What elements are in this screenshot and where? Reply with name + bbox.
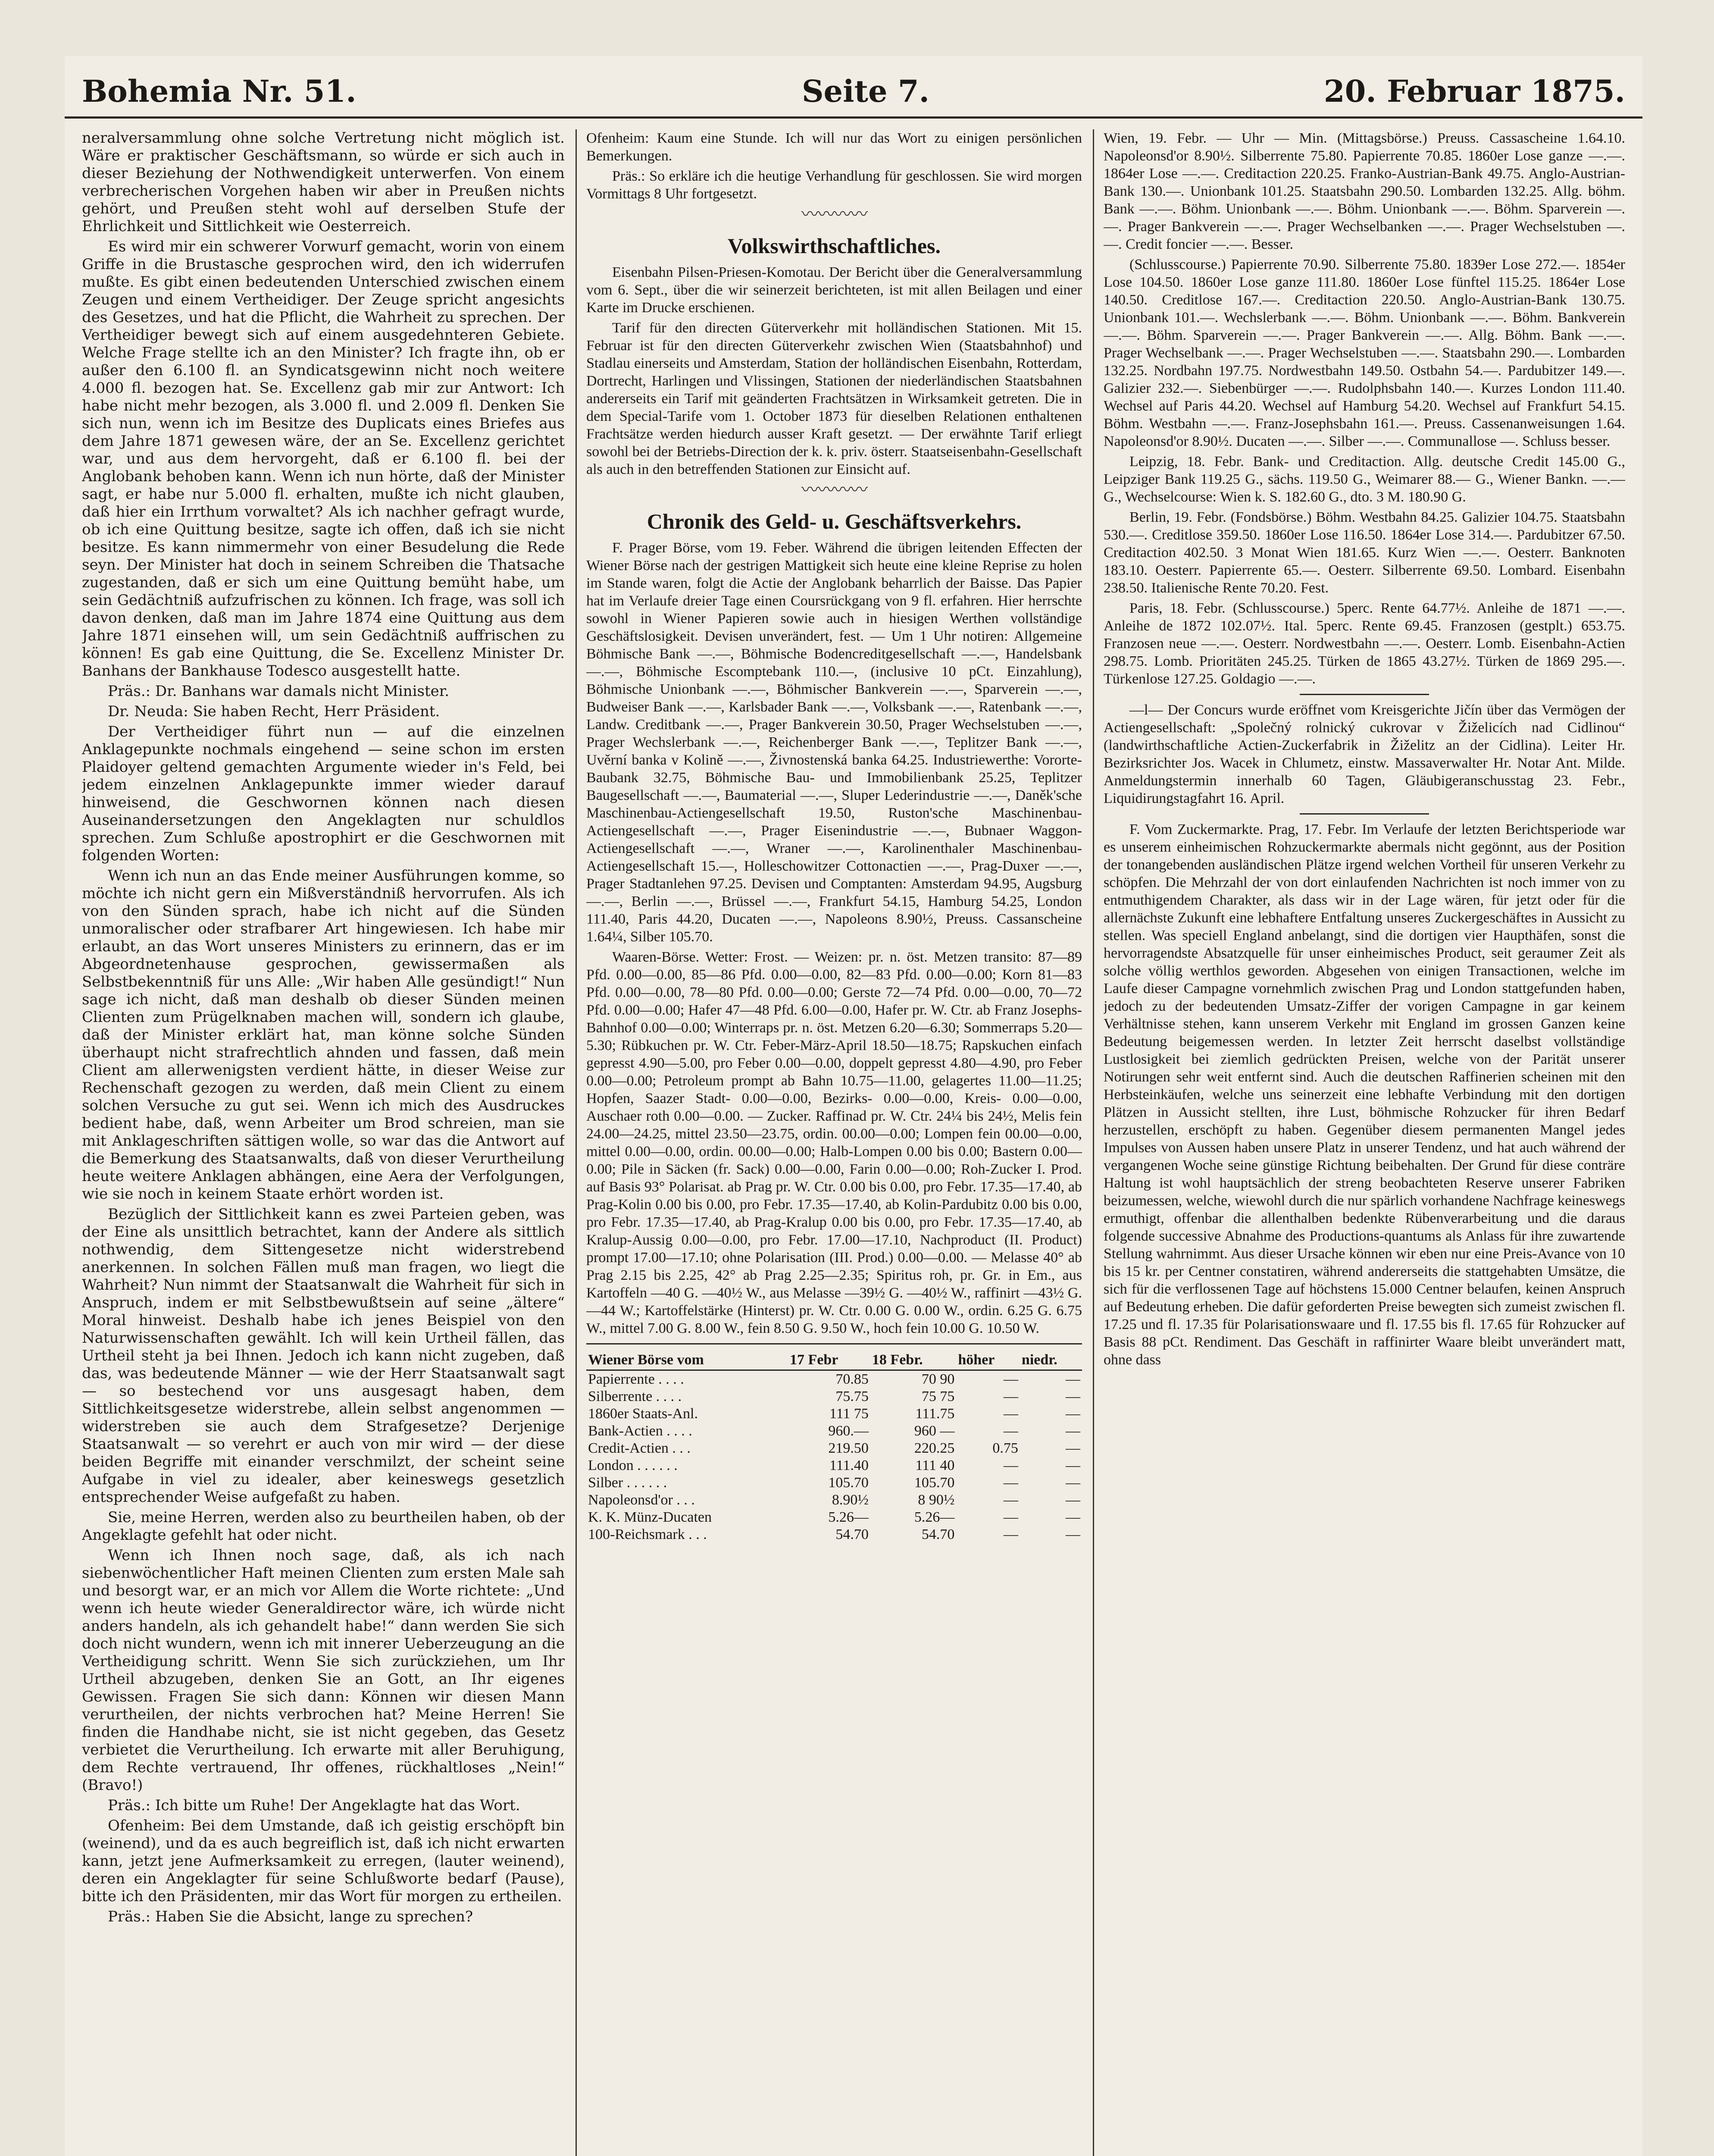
paragraph: Präs.: Haben Sie die Absicht, lange zu sprechen? xyxy=(108,1908,473,1925)
table-header: 17 Febr xyxy=(788,1351,870,1370)
table-cell: — xyxy=(1066,1406,1080,1422)
paragraph: (Schlusscourse.) Papierrente 70.90. Silberrente 75.80. 1839er Lose 272.—. 1854er Lose 104.50. 1860er Lose ganze 111.80. 1860er Lose fünftel 115.25. 1864er Lose 140.50. Creditlose 167.—. Creditaction 220.50. Anglo-Austrian-Bank 130.75. Unionbank 101.—. Wechslerbank —.—. Böhm. Unionbank —.—. Böhm. Bankverein —.—. Böhm. Sparverein —.—. Prager Bankverein —.—. Allg. Böhm. Bank —.—. Prager Wechselbank —.—. Prager Wechselstuben —.—. Staatsbahn 290.—. Lombarden 132.25. Nordbahn 197.75. Nordwestbahn 149.50. Ostbahn 54.—. Pardubitzer 149.—. Galizier 232.—. Siebenbürger —.—. Rudolphsbahn 140.—. Kurzes London 111.40. Wechsel auf Paris 44.20. Wechsel auf Hamburg 54.20. Wechsel auf Frankfurt 54.15. Böhm. Westbahn —.—. Franz-Josephsbahn 161.—. Preuss. Cassenanweisungen 1.64. Napoleonsd'or 8.90½. Ducaten —.—. Silber —.—. Communallose —. Schluss besser. xyxy=(1104,257,1625,449)
column-divider xyxy=(1093,129,1094,2156)
table-cell: Credit-Actien . . . xyxy=(588,1440,691,1456)
paragraph: Es wird mir ein schwerer Vorwurf gemacht, worin von einem Griffe in die Brustasche gesprochen wird, den ich widerrufen mußte. Es gibt einen bedeutenden Unterschied zwischen einem Zeugen und einem Vertheidiger. Der Zeuge spricht angesichts des Gesetzes, und hat die Pflicht, die Wahrheit zu sprechen. Der Vertheidiger bewegt sich auf einem ausgedehnteren Gebiete. Welche Frage stellte ich an den Minister? Ich fragte ihn, ob er außer den 6.100 fl. an Syndicatsgewinn nicht noch weitere 4.000 fl. bezogen hat. Se. Excellenz gab mir zur Antwort: Ich habe nicht mehr bezogen, als 3.000 fl. und 2.009 fl. Denken Sie sich nun, wenn ich im Besitze des Duplicats eines Briefes aus dem Jahre 1871 gewesen wäre, der an Se. Excellenz gerichtet war, und aus dem hervorgeht, daß er 6.100 fl. bei der Anglobank behoben kann. Wenn ich nun hörte, daß der Minister sagt, er habe nur 5.000 fl. erhalten, mußte ich nicht glauben, daß hier ein Irrthum vorwaltet? Als ich nachher gefragt wurde, ob ich eine Quittung besitze, sagte ich offen, daß ich sie nicht besitze. Es kann nimmermehr von einer Besudelung die Rede seyn. Der Minister hat doch in seinem Schreiben die Thatsache zugestanden, daß er sich um eine Quittung bemüht habe, um sein Gedächtniß aufzufrischen zu können. Ich frage, was soll ich davon denken, daß man im Jahre 1874 eine Quittung aus dem Jahre 1871 einsehen will, um sein Gedächtniß auffrischen zu können! Es gab eine Quittung, die Se. Excellenz Minister Dr. Banhans der Bankhause Todesco ausgestellt hatte. xyxy=(82,238,565,680)
separator-ornament: 〰〰〰〰 xyxy=(801,480,867,499)
table-cell: — xyxy=(1003,1406,1018,1422)
paragraph: Waaren-Börse. Wetter: Frost. — Weizen: pr. n. öst. Metzen transito: 87—89 Pfd. 0.00—0.00, 85—86 Pfd. 0.00—0.00, 82—83 Pfd. 0.00—0.00; Korn 81—83 Pfd. 0.00—0.00, 78—80 Pfd. 0.00—0.00; Gerste 72—74 Pfd. 0.00—0.00, 70—72 Pfd. 0.00—0.00; Hafer 47—48 Pfd. 6.00—0.00, Hafer pr. W. Ctr. ab Franz Josephs-Bahnhof 0.00—0.00; Winterraps pr. n. öst. Metzen 6.20—6.30; Sommerraps 5.20—5.30; Rübkuchen pr. W. Ctr. Feber-März-April 18.50—18.75; Rapskuchen einfach gepresst 4.90—5.00, pro Feber 0.00—0.00, doppelt gepresst 4.80—4.90, pro Feber 0.00—0.00; Petroleum prompt ab Bahn 10.75—11.00, gelagertes 11.00—11.25; Hopfen, Saazer Stadt- 0.00—0.00, Bezirks- 0.00—0.00, Kreis- 0.00—0.00, Auschaer roth 0.00—0.00. — Zucker. Raffinad pr. W. Ctr. 24¼ bis 24½, Melis fein 24.00—24.25, mittel 23.50—23.75, ordin. 00.00—0.00; Lompen fein 00.00—0.00, mittel 0.00—0.00, ordin. 00.00—0.00; Halb-Lompen 0.00 bis 0.00; Bastern 0.00—0.00; Pile in Säcken (fr. Sack) 0.00—0.00, Farin 0.00—0.00; Roh-Zucker I. Prod. auf Basis 93° Polarisat. ab Prag pr. W. Ctr. 0.00 bis 0.00, pro Febr. 17.35—17.40, ab Prag-Kolin 0.00 bis 0.00, pro Febr. 17.35—17.40, ab Kolin-Pardubitz 0.00 bis 0.00, pro Febr. 17.35—17.40, ab Prag-Kralup 0.00 bis 0.00, pro Febr. 17.35—17.40, ab Kralup-Aussig 0.00—0.00, pro Febr. 17.00—17.10, Nachproduct (II. Product) prompt 17.00—17.10; ohne Polarisation (III. Prod.) 0.00—0.00. — Melasse 40° ab Prag 2.15 bis 2.25, 42° ab Prag 2.25—2.35; Spiritus roh, pr. Gr. in Em., aus Kartoffeln —40 G. —40½ W., aus Melasse —39½ G. —40½ W., raffinirt —43½ G. —44 W.; Kartoffelstärke (Hinterst) pr. W. Ctr. 0.00 G. 0.00 W., ordin. 6.25 G. 6.75 W., mittel 7.00 G. 8.00 W., fein 8.50 G. 9.50 W., hoch fein 10.00 G. 10.50 W. xyxy=(586,949,1082,1336)
paragraph: —l— Der Concurs wurde eröffnet vom Kreisgerichte Jičín über das Vermögen der Actiengesellschaft: „Společný rolnický cukrovar v Žiželicích nad Cidlinou“ (landwirthschaftliche Actien-Zuckerfabrik in Žiželitz an der Cidlina). Leiter Hr. Bezirksrichter Jos. Wacek in Chlumetz, einstw. Massaverwalter Hr. Notar Ant. Milde. Anmeldungstermin innerhalb 60 Tagen, Gläubigeranschusstag 23. Febr., Liquidirungstagfahrt 16. April. xyxy=(1104,702,1625,806)
paragraph: Wien, 19. Febr. — Uhr — Min. (Mittagsbörse.) Preuss. Cassascheine 1.64.10. Napoleonsd'or 8.90½. Silberrente 75.80. Papierrente 70.85. 1860er Lose ganze —.—. 1864er Lose —.—. Creditaction 220.25. Franko-Austrian-Bank 49.75. Anglo-Austrian-Bank 130.—. Unionbank 101.25. Staatsbahn 290.50. Lombarden 132.25. Allg. böhm. Bank —.—. Böhm. Unionbank —.—. Böhm. Unionbank —.—. Böhm. Sparverein —.—. Prager Bankverein —.—. Prager Wechselbanken —.—. Prager Wechselstuben —.—. Credit foncier —.—. Besser. xyxy=(1104,130,1625,252)
header-masthead: Bohemia Nr. 51. xyxy=(82,73,357,109)
paragraph: Der Vertheidiger führt nun — auf die einzelnen Anklagepunkte nochmals eingehend — seine schon im ersten Plaidoyer geltend gemachten Argumente wieder in's Feld, bei jedem einzelnen Anklagepunkte immer wieder darauf hinweisend, die Geschwornen können nach diesen Auseinandersetzungen den Angeklagten nur schuldlos sprechen. Zum Schluße apostrophirt er die Geschwornen mit folgenden Worten: xyxy=(82,723,565,864)
table-cell: — xyxy=(1003,1509,1018,1525)
table-row xyxy=(586,1509,1082,1526)
table-row xyxy=(586,1405,1082,1423)
table-cell: — xyxy=(1066,1475,1080,1491)
wiener-boerse-table xyxy=(586,1351,1082,1543)
page-header xyxy=(65,69,1642,119)
table-cell: London . . . . . . xyxy=(588,1457,678,1473)
newspaper-page xyxy=(65,56,1642,2156)
table-cell: Silberrente . . . . xyxy=(588,1388,682,1404)
table-row xyxy=(586,1440,1082,1457)
paragraph: F. Prager Börse, vom 19. Feber. Während die übrigen leitenden Effecten der Wiener Börse nach der gestrigen Mattigkeit sich heute eine kleine Reprise zu holen im Stande waren, folgt die Actie der Anglobank beharrlich der Baisse. Das Papier hat im Verlaufe dreier Tage einen Coursrückgang von 9 fl. erfahren. Hier herrschte sowohl in Wiener Papieren sowie auch in hiesigen Werthen vollständige Geschäftslosigkeit. Devisen unverändert, fest. — Um 1 Uhr notiren: Allgemeine Böhmische Bank —.—, Böhmische Bodencreditgesellschaft —.—, Handelsbank —.—, Böhmische Escomptebank 110.—, (inclusive 10 pCt. Einzahlung), Böhmische Unionbank —.—, Böhmischer Bankverein —.—, Sparverein —.—, Budweiser Bank —.—, Karlsbader Bank —.—, Volksbank —.—, Ratenbank —.—, Landw. Creditbank —.—, Prager Bankverein 30.50, Prager Wechselstuben —.—, Prager Wechslerbank —.—, Reichenberger Bank —.—, Teplitzer Bank —.—, Uvěrní banka v Kolině —.—, Živnostenská banka 64.25. Industriewerthe: Vororte-Baubank 32.75, Böhmische Bau- und Immobilienbank 25.25, Teplitzer Baugesellschaft —.—, Baumaterial —.—, Sluper Lederindustrie —.—, Daněk'sche Maschinenbau-Actiengesellschaft 19.50, Ruston'sche Maschinenbau-Actiengesellschaft —.—, Prager Eisenindustrie —.—, Bubnaer Waggon-Actiengesellschaft —.—, Wraner —.—, Karolinenthaler Maschinenbau-Actiengesellschaft 15.—, Holleschowitzer Cottonactien —.—, Prag-Duxer —.—, Prager Stadtanlehen 97.25. Devisen und Comptanten: Amsterdam 94.95, Augsburg —.—, Berlin —.—, Brüssel —.—, Frankfurt 54.15, Hamburg 54.25, London 111.40, Paris 44.20, Ducaten —.—, Napoleons 8.90½, Preuss. Cassanscheine 1.64¼, Silber 105.70. xyxy=(586,540,1082,945)
table-cell: 54.70 xyxy=(921,1526,955,1542)
table-header: Wiener Börse vom xyxy=(586,1351,788,1370)
table-cell: 54.70 xyxy=(835,1526,869,1542)
table-cell: 105.70 xyxy=(828,1475,869,1491)
table-row xyxy=(586,1457,1082,1474)
table-cell: — xyxy=(1003,1423,1018,1439)
paragraph: F. Vom Zuckermarkte. Prag, 17. Febr. Im Verlaufe der letzten Berichtsperiode war es unserem einheimischen Rohzuckermarkte abermals nicht gegönnt, aus der Position der tonangebenden ausländischen Plätze irgend welchen Vortheil für unseren Verkehr zu schöpfen. Die Mehrzahl der von dort einlaufenden Nachrichten ist noch immer von zu entmuthigendem Charakter, als dass wir in der Lage wären, für jetzt oder für die allernächste Zukunft eine lebhaftere Entfaltung unseres Zuckergeschäftes in Aussicht zu stellen. Was speciell England anbelangt, sind die dortigen vier Haupthäfen, sonst die hervorragendste Absatzquelle für unser einheimisches Product, seit geraumer Zeit als solche völlig werthlos geworden. Abgesehen von einigen Transactionen, welche im Laufe dieser Campagne vornehmlich zwischen Prag und London stattgefunden haben, jedoch zu der bedeutenden Umsatz-Ziffer der vorigen Campagne in gar keinem Verhältnisse stehen, kann unserem Verkehr mit England im grossen Ganzen keine Bedeutung beigemessen werden. In letzter Zeit herrscht daselbst vollständige Lustlosigkeit bei ziemlich gedrückten Preisen, welche von der Parität unserer Notirungen sehr weit entfernt sind. Auch die deutschen Raffinerien scheinen mit den Herbsteinkäufen, welche uns seinerzeit eine lebhafte Verbindung mit den dortigen Plätzen in Aussicht stellten, ihre Lust, böhmische Rohzucker für ihren Bedarf herzustellen, erschöpft zu haben. Gegenüber diesem permanenten Mangel jedes Impulses von Aussen haben unsere Platz in unserer Tendenz, und hat auch während der vergangenen Woche seine günstige Richtung beibehalten. Der Grund für diese conträre Haltung ist wohl hauptsächlich der streng beobachteten Reserve unserer Fabriken beizumessen, welche, wiewohl durch die nur spärlich vorhandene Nachfrage keineswegs ermuthigt, offenbar die allenthalben bedenkte Rübenverarbeitung und die daraus folgende successive Abnahme des Productions-quantums als Anlass für ihre zuwartende Stellung wahrnimmt. Aus dieser Ursache können wir eben nur eine Preis-Avance von 10 bis 15 kr. per Centner constatiren, während andererseits die stattgehabten Umsätze, die sich für die verflossenen Tage auf höchstens 15.000 Centner belaufen, keinen Anspruch auf Bedeutung erheben. Die dafür geforderten Preise bewegten sich zumeist zwischen fl. 17.25 und fl. 17.35 für Polarisationswaare und fl. 17.55 bis fl. 17.65 für Rohzucker auf Basis 88 pCt. Rendiment. Das Geschäft in raffinirter Waare bleibt unverändert matt, ohne dass xyxy=(1104,821,1625,1368)
table-cell: — xyxy=(1066,1423,1080,1439)
table-cell: Papierrente . . . . xyxy=(588,1371,684,1387)
section-title-volkswirthschaft: Volkswirthschaftliches. xyxy=(727,234,941,258)
table-row xyxy=(586,1370,1082,1388)
table-cell: 70.85 xyxy=(835,1371,869,1387)
table-cell: 5.26— xyxy=(914,1509,955,1525)
column-1 xyxy=(82,129,565,2156)
header-date: 20. Februar 1875. xyxy=(1323,73,1625,109)
table-cell: — xyxy=(1003,1492,1018,1508)
table-row xyxy=(586,1492,1082,1509)
header-page-number: Seite 7. xyxy=(802,73,929,109)
table-row xyxy=(586,1423,1082,1440)
table-cell: 960 — xyxy=(914,1423,955,1439)
divider xyxy=(1300,813,1429,815)
table-cell: 960.— xyxy=(828,1423,869,1439)
divider xyxy=(586,1343,1082,1344)
table-cell: — xyxy=(1003,1526,1018,1542)
paragraph: Ofenheim: Kaum eine Stunde. Ich will nur das Wort zu einigen persönlichen Bemerkungen. xyxy=(586,130,1082,164)
table-cell: 5.26— xyxy=(828,1509,869,1525)
section-title-chronik: Chronik des Geld- u. Geschäftsverkehrs. xyxy=(647,509,1022,533)
table-cell: 75.75 xyxy=(835,1388,869,1404)
column-divider xyxy=(576,129,577,2156)
table-row xyxy=(586,1474,1082,1492)
paragraph: neralversammlung ohne solche Vertretung nicht möglich ist. Wäre er praktischer Geschäftsmann, so würde er sich auch in dieser Beziehung der Nothwendigkeit unterwerfen. Von einem verbrecherischen Vorgehen haben wir aber in Preußen nichts gehört, und Preußen steht wohl auf derselben Stufe der Ehrlichkeit und Sittlichkeit wie Oesterreich. xyxy=(82,129,565,235)
table-cell: — xyxy=(1066,1371,1080,1387)
table-row xyxy=(586,1388,1082,1405)
paragraph: Präs.: Dr. Banhans war damals nicht Minister. xyxy=(108,683,450,700)
table-cell: — xyxy=(1066,1492,1080,1508)
table-cell: — xyxy=(1066,1526,1080,1542)
paragraph: Eisenbahn Pilsen-Priesen-Komotau. Der Bericht über die Generalversammlung vom 6. Sept., über die wir seinerzeit berichteten, ist mit allen Beilagen und einer Karte im Drucke erschienen. xyxy=(586,264,1082,316)
paragraph: Berlin, 19. Febr. (Fondsbörse.) Böhm. Westbahn 84.25. Galizier 104.75. Staatsbahn 530.—. Creditlose 359.50. 1860er Lose 116.50. 1864er Lose 314.—. Pardubitzer 67.50. Creditaction 402.50. 3 Monat Wien 181.65. Kurz Wien —.—. Oesterr. Banknoten 183.10. Oesterr. Papierrente 65.—. Oesterr. Silberrente 69.50. Lombard. Eisenbahn 238.50. Italienische Rente 70.20. Fest. xyxy=(1104,509,1625,596)
table-cell: — xyxy=(1066,1457,1080,1473)
paragraph: Tarif für den directen Güterverkehr mit holländischen Stationen. Mit 15. Februar ist für den directen Güterverkehr zwischen Wien (Staatsbahnhof) und Stadlau einerseits und Amsterdam, Station der holländischen Eisenbahn, Rotterdam, Dortrecht, Harlingen und Vlissingen, Stationen der niederländischen Staatsbahnen andererseits ein Tarif mit geänderten Frachtsätzen in Wirksamkeit getreten. Die in dem Special-Tarife vom 1. October 1873 für dieselben Relationen enthaltenen Frachtsätze werden hiedurch ausser Kraft gesetzt. — Der erwähnte Tarif erliegt sowohl bei der Betriebs-Direction der k. k. priv. österr. Staatseisenbahn-Gesellschaft als auch in den betreffenden Stationen zur Einsicht auf. xyxy=(586,320,1082,477)
paragraph: Präs.: Ich bitte um Ruhe! Der Angeklagte hat das Wort. xyxy=(108,1797,520,1814)
table-cell: 75 75 xyxy=(921,1388,955,1404)
table-header: 18 Febr. xyxy=(870,1351,956,1370)
table-cell: 111.40 xyxy=(829,1457,869,1473)
table-cell: 70 90 xyxy=(921,1371,955,1387)
table-cell: — xyxy=(1003,1371,1018,1387)
table-cell: 111 40 xyxy=(915,1457,955,1473)
table-header-row xyxy=(586,1351,1082,1370)
separator-ornament: 〰〰〰〰 xyxy=(801,204,867,224)
table-cell: Silber . . . . . . xyxy=(588,1475,667,1491)
table-cell: — xyxy=(1003,1457,1018,1473)
table-cell: 111 75 xyxy=(829,1406,869,1422)
table-cell: 8.90½ xyxy=(832,1492,869,1508)
paragraph: Leipzig, 18. Febr. Bank- und Creditaction. Allg. deutsche Credit 145.00 G., Leipziger Bank 119.25 G., sächs. 119.50 G., Weimarer 88.— G., Wiener Bankn. —.— G., Wechselcourse: Wien k. S. 182.60 G., dto. 3 M. 180.90 G. xyxy=(1104,454,1625,505)
table-header: höher xyxy=(956,1351,1020,1370)
table-cell: 220.25 xyxy=(914,1440,955,1456)
paragraph: Ofenheim: Bei dem Umstande, daß ich geistig erschöpft bin (weinend), und da es auch begreiflich ist, daß ich nicht erwarten kann, jetzt jene Aufmerksamkeit zu erregen, (lauter weinend), deren ein Angeklagter für seine Schlußworte bedarf (Pause), bitte ich den Präsidenten, mir das Wort für morgen zu ertheilen. xyxy=(82,1817,565,1905)
table-cell: — xyxy=(1003,1388,1018,1404)
paragraph: Präs.: So erkläre ich die heutige Verhandlung für geschlossen. Sie wird morgen Vormittags 8 Uhr fortgesetzt. xyxy=(586,168,1082,202)
table-cell: — xyxy=(1066,1388,1080,1404)
table-cell: — xyxy=(1066,1509,1080,1525)
table-cell: — xyxy=(1066,1440,1080,1456)
table-cell: 100-Reichsmark . . . xyxy=(588,1526,707,1542)
paragraph: Wenn ich nun an das Ende meiner Ausführungen komme, so möchte ich nicht gern ein Mißverständniß hervorrufen. Als ich von den Sünden sprach, habe ich nicht auf die Sünden unmoralischer oder strafbarer Art hingewiesen. Ich habe mir erlaubt, an das Wort unseres Ministers zu erinnern, das er im Abgeordnetenhause gesprochen, gewissermaßen als Selbstbekenntniß für uns Alle: „Wir haben Alle gesündigt!“ Nun sage ich nicht, daß man deshalb ob dieser Sünden meinen Clienten zum Prügelknaben machen will, sondern ich glaube, daß der Minister erklärt hat, man könne solche Sünden überhaupt nicht strafrechtlich ahnden und fassen, daß mein Client am allerwenigsten verdient hätte, in dieser Weise zur Rechenschaft gezogen zu werden, daß mein Client zu einem solchen Versuche zu gut sei. Wenn ich mich des Ausdruckes bedient habe, daß, wenn Arbeiter um Brod schreien, man sie mit Anklageschriften sättigen wolle, so war das die Antwort auf die Bemerkung des Staatsanwalts, daß von dieser Verurtheilung heute weitere Anklagen abhängen, eine Aera der Verfolgungen, wie sie noch in keinem Staate erhört worden ist. xyxy=(82,867,565,1203)
column-3 xyxy=(1104,129,1625,2156)
paragraph: Bezüglich der Sittlichkeit kann es zwei Parteien geben, was der Eine als unsittlich betrachtet, kann der Andere als sittlich nothwendig, dem Sittengesetze nicht widerstrebend anerkennen. In solchen Fällen muß man fragen, wo liegt die Wahrheit? Nun nimmt der Staatsanwalt die Wahrheit für sich in Anspruch, indem er mit Selbstbewußtsein auf seine „ältere“ Moral hinweist. Deshalb habe ich jenes Beispiel von den Naturwissenschaften gewählt. Ich will kein Urtheil fällen, das Urtheil steht ja bei Ihnen. Jedoch ich kann nicht zugeben, daß das, was bedeutende Männer — wie der Herr Staatsanwalt sagt — so bestechend vor uns ausgesagt haben, dem Sittlichkeitsgesetze widerstrebe, allein selbst angenommen — widerstreben sie auch dem Strafgesetze? Derjenige Staatsanwalt — so verehrt er auch von mir wird — der diese beiden Begriffe mit einander verschmilzt, der scheint seine Aufgabe in viel zu idealer, aber keineswegs gesetzlich entsprechender Weise aufgefaßt zu haben. xyxy=(82,1206,565,1506)
divider xyxy=(1300,694,1429,695)
table-row xyxy=(586,1526,1082,1543)
table-cell: Napoleonsd'or . . . xyxy=(588,1492,695,1508)
table-cell: — xyxy=(1003,1475,1018,1491)
table-cell: 111.75 xyxy=(915,1406,955,1422)
paragraph: Dr. Neuda: Sie haben Recht, Herr Präsident. xyxy=(108,703,440,720)
table-cell: 1860er Staats-Anl. xyxy=(588,1406,698,1422)
table-cell: 8 90½ xyxy=(918,1492,955,1508)
paragraph: Sie, meine Herren, werden also zu beurtheilen haben, ob der Angeklagte gefehlt hat oder nicht. xyxy=(82,1509,565,1544)
table-cell: Bank-Actien . . . . xyxy=(588,1423,692,1439)
paragraph: Wenn ich Ihnen noch sage, daß, als ich nach siebenwöchentlicher Haft meinen Clienten zum ersten Male sah und besorgt war, er an mich vor Allem die Worte richtete: „Und wenn ich heute wieder Generaldirector wäre, ich würde nicht anders handeln, als ich gehandelt habe!“ dann werden Sie sich doch nicht wundern, wenn ich mit innerer Ueberzeugung an die Vertheidigung schritt. Wenn Sie sich zurückziehen, um Ihr Urtheil abzugeben, denken Sie an Gott, an Ihr eigenes Gewissen. Fragen Sie sich dann: Können wir diesen Mann verurtheilen, der nichts verbrochen hat? Meine Herren! Sie finden die Handhabe nicht, sie ist nicht gegeben, das Gesetz verbietet die Verurtheilung. Ich erwarte mit aller Beruhigung, dem Rechte vertrauend, Ihr offenes, rückhaltloses „Nein!“ (Bravo!) xyxy=(82,1547,565,1794)
table-header: niedr. xyxy=(1020,1351,1082,1370)
table-cell: K. K. Münz-Ducaten xyxy=(588,1509,712,1525)
table-cell: 105.70 xyxy=(914,1475,955,1491)
column-2 xyxy=(586,129,1082,2156)
paragraph: Paris, 18. Febr. (Schlusscourse.) 5perc. Rente 64.77½. Anleihe de 1871 —.—. Anleihe de 1872 102.07½. Ital. 5perc. Rente 69.45. Franzosen (gestplt.) 653.75. Franzosen neue —.—. Oesterr. Nordwestbahn —.—. Oesterr. Lomb. Eisenbahn-Actien 298.75. Lomb. Prioritäten 245.25. Türken de 1865 43.27½. Türken de 1869 295.—. Türkenlose 127.25. Goldagio —.—. xyxy=(1104,600,1625,687)
table-cell: 0.75 xyxy=(992,1440,1018,1456)
table-cell: 219.50 xyxy=(828,1440,869,1456)
